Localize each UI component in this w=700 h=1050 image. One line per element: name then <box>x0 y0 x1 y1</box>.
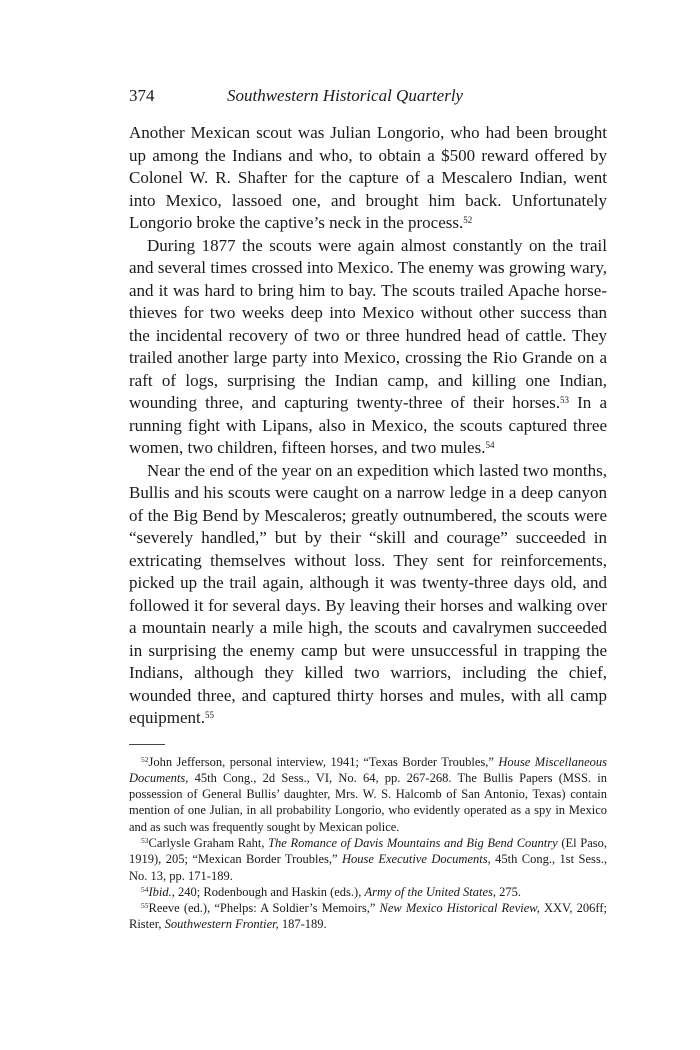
footnote-number: 53 <box>141 835 149 845</box>
footnote-text: 187-189. <box>278 917 327 932</box>
footnote-divider <box>129 744 165 745</box>
footnote-text: Reeve (ed.), “Phelps: A Soldier’s Memoirs,” <box>148 901 380 916</box>
footnote-title: Army of the United States, <box>364 884 497 899</box>
page <box>129 86 607 933</box>
paragraph-text: In a running fight with Lipans, also in Mexico, the scouts captured three women, two children, fifteen horses, and two mules. <box>129 393 607 457</box>
footnote-ref-52[interactable]: 52 <box>463 215 473 225</box>
paragraph-3 <box>129 460 607 730</box>
footnotes <box>129 754 607 933</box>
footnote-title: House Miscellaneous Documents, <box>129 754 607 785</box>
footnote-title: Southwestern Frontier, <box>164 917 279 932</box>
footnote-text: XXV, 206ff; Rister, <box>129 901 607 932</box>
paragraph-text: During 1877 the scouts were again almost constantly on the trail and several times crossed into Mexico. The enemy was growing wary, and it was hard to bring him to bay. The scouts trailed Apache horse-thieves for two weeks deep into Mexico without other success than the incidental recovery of two or three hundred head of cattle. They trailed another large party into Mexico, crossing the Rio Grande on a raft of logs, surprising the Indian camp, and killing one Indian, wounding three, and capturing twenty-three of their horses. <box>129 235 607 412</box>
footnote-text: 275. <box>496 884 522 899</box>
footnote-title: House Executive Documents, <box>342 852 491 867</box>
footnote-53 <box>129 835 607 884</box>
footnote-text: Carlysle Graham Raht, <box>148 835 269 850</box>
paragraph-1 <box>129 122 607 235</box>
page-number: 374 <box>129 86 155 105</box>
footnote-54 <box>129 884 607 900</box>
footnote-ref-53[interactable]: 53 <box>559 395 569 405</box>
footnote-ref-55[interactable]: 55 <box>205 710 215 720</box>
footnote-ref-54[interactable]: 54 <box>485 440 495 450</box>
footnote-number: 54 <box>141 884 149 894</box>
paragraph-text: Near the end of the year on an expedition which lasted two months, Bullis and his scouts were caught on a narrow ledge in a deep canyon of the Big Bend by Mescaleros; greatly outnumbered, the scouts were “severely handled,” but by their “skill and courage” succeeded in extricating themselves without loss. They sent for reinforcements, picked up the trail again, although it was twenty-three days old, and followed it for several days. By leaving their horses and walking over a mountain nearly a mile high, the scouts and cavalrymen succeeded in surprising the enemy camp but were unsuccessful in trapping the Indians, although they killed two warriors, including the chief, wounded three, and captured thirty horses and mules, with all camp equipment. <box>129 460 607 727</box>
footnote-text: 45th Cong., 1st Sess., No. 13, pp. 171-189. <box>129 852 607 883</box>
paragraph-2 <box>129 235 607 460</box>
body-text <box>129 122 607 730</box>
footnote-text: 240; Rodenbough and Haskin (eds.), <box>174 884 365 899</box>
footnote-title: Ibid., <box>148 884 175 899</box>
footnote-title: The Romance of Davis Mountains and Big Bend Country <box>268 835 558 850</box>
running-title: Southwestern Historical Quarterly <box>227 86 464 105</box>
footnote-text: 45th Cong., 2d Sess., VI, No. 64, pp. 267-268. The Bullis Papers (MSS. in possession of General Bullis’ daughter, Mrs. W. S. Halcomb of San Antonio, Texas) contain mention of one Julian, in all probability Longorio, who evidently operated as a spy in Mexico and as such was frequently sought by Mexican police. <box>129 770 607 834</box>
footnote-text: (El Paso, 1919), 205; “Mexican Border Troubles,” <box>129 835 607 867</box>
footnote-55 <box>129 900 607 933</box>
footnote-title: New Mexico Historical Review, <box>379 901 540 916</box>
footnote-number: 55 <box>141 901 149 911</box>
footnote-52 <box>129 754 607 835</box>
footnote-text: John Jefferson, personal interview, 1941; “Texas Border Troubles,” <box>148 754 499 769</box>
footnote-number: 52 <box>141 754 149 764</box>
running-header <box>129 86 607 112</box>
paragraph-text: Another Mexican scout was Julian Longorio, who had been brought up among the Indians and who, to obtain a $500 reward offered by Colonel W. R. Shafter for the capture of a Mescalero Indian, went into Mexico, lassoed one, and brought him back. Unfortunately Longorio broke the captive’s neck in the process. <box>129 123 607 232</box>
